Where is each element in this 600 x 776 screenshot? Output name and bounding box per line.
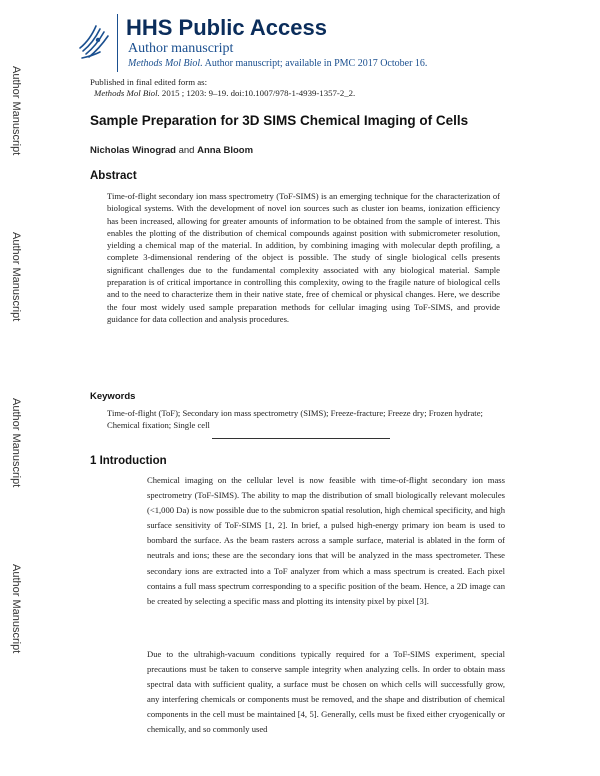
author-name: Nicholas Winograd bbox=[90, 145, 176, 156]
header-citation bbox=[128, 58, 427, 69]
author-list bbox=[90, 145, 253, 156]
page-title: HHS Public Access bbox=[126, 15, 327, 40]
citation-journal: Methods Mol Biol. bbox=[128, 58, 203, 69]
header-divider bbox=[117, 14, 118, 72]
publication-details: 2015 ; 1203: 9–19. doi:10.1007/978-1-4939-1357-2_2. bbox=[159, 88, 356, 98]
abstract-text: Time-of-flight secondary ion mass spectrometry (ToF-SIMS) is an emerging technique for the characterization of biological systems. With the development of novel ion sources such as cluster ion beams, ionization efficiency has been increased, allowing for greater amounts of information to be obtained from the sample of interest. This enables the plotting of the distribution of chemical compounds against position with submicrometer resolution, yielding a chemical map of the material. In addition, by combining imaging with molecular depth profiling, a complete 3-dimensional rendering of the object is possible. The study of single biological cells presents significant challenges due to the fundamental complexity associated with any biological material. Sample preparation is of critical importance in controlling this complexity, owing to the fragile nature of biological cells and to the need to characterize them in their native state, free of chemical or physical changes. Here, we describe the four most widely used sample preparation methods for cellular imaging using ToF-SIMS, and provide guidance for data collection and analysis procedures. bbox=[107, 191, 500, 324]
keywords-text: Time-of-flight (ToF); Secondary ion mass spectrometry (SIMS); Freeze-fracture; Freeze dry; Frozen hydrate; Chemical fixation; Single cell bbox=[107, 408, 483, 431]
side-label-author-manuscript: Author Manuscript bbox=[10, 66, 22, 156]
introduction-paragraph: Chemical imaging on the cellular level is now feasible with time-of-flight secondary ion mass spectrometry (ToF-SIMS). The ability to map the distribution of small biologically relevant molecules (<1,000 Da) is now possible due to the submicron spatial resolution, high chemical specificity, and high surface sensitivity of ToF-SIMS [1, 2]. In brief, a pulsed high-energy primary ion beam is used to bombard the surface. As the beam rasters across a sample surface, material is ablated in the form of neutrals and ions; these are the secondary ions that will be analyzed in the mass spectrometer. These secondary ions are extracted into a ToF analyzer from which a mass spectrum is created. Each pixel contains a full mass spectrum corresponding to a specific position of the beam. Hence, a 2D image can be created by selecting a specific mass and plotting its intensity pixel by pixel [3]. bbox=[147, 475, 505, 606]
article-title: Sample Preparation for 3D SIMS Chemical Imaging of Cells bbox=[90, 113, 469, 128]
section-divider bbox=[212, 438, 390, 439]
side-label-author-manuscript: Author Manuscript bbox=[10, 232, 22, 322]
author-conjunction: and bbox=[175, 145, 198, 156]
hhs-eagle-logo-icon bbox=[76, 18, 112, 64]
citation-availability: Author manuscript; available in PMC 2017 October 16. bbox=[202, 58, 428, 69]
published-note: Published in final edited form as: bbox=[90, 77, 208, 87]
author-name: Anna Bloom bbox=[197, 145, 254, 156]
publication-reference bbox=[94, 88, 355, 98]
introduction-heading: 1 Introduction bbox=[90, 455, 167, 467]
introduction-paragraph: Due to the ultrahigh-vacuum conditions typically required for a ToF-SIMS experiment, special precautions must be taken to conserve sample integrity when analyzing cells. In order to obtain mass spectral data with sufficient quality, a surface must be chosen on which cells will successfully grow, any interfering chemicals or components must be removed, and the shape and distribution of chemical components in the cell must be maintained [4, 5]. Generally, cells must be fixed either cryogenically or chemically, and so commonly used bbox=[147, 649, 505, 735]
keywords-heading: Keywords bbox=[90, 391, 136, 402]
side-label-author-manuscript: Author Manuscript bbox=[10, 398, 22, 488]
publication-journal: Methods Mol Biol. bbox=[94, 88, 160, 98]
abstract-heading: Abstract bbox=[90, 170, 137, 182]
header-subtitle: Author manuscript bbox=[128, 41, 234, 56]
side-label-author-manuscript: Author Manuscript bbox=[10, 564, 22, 654]
